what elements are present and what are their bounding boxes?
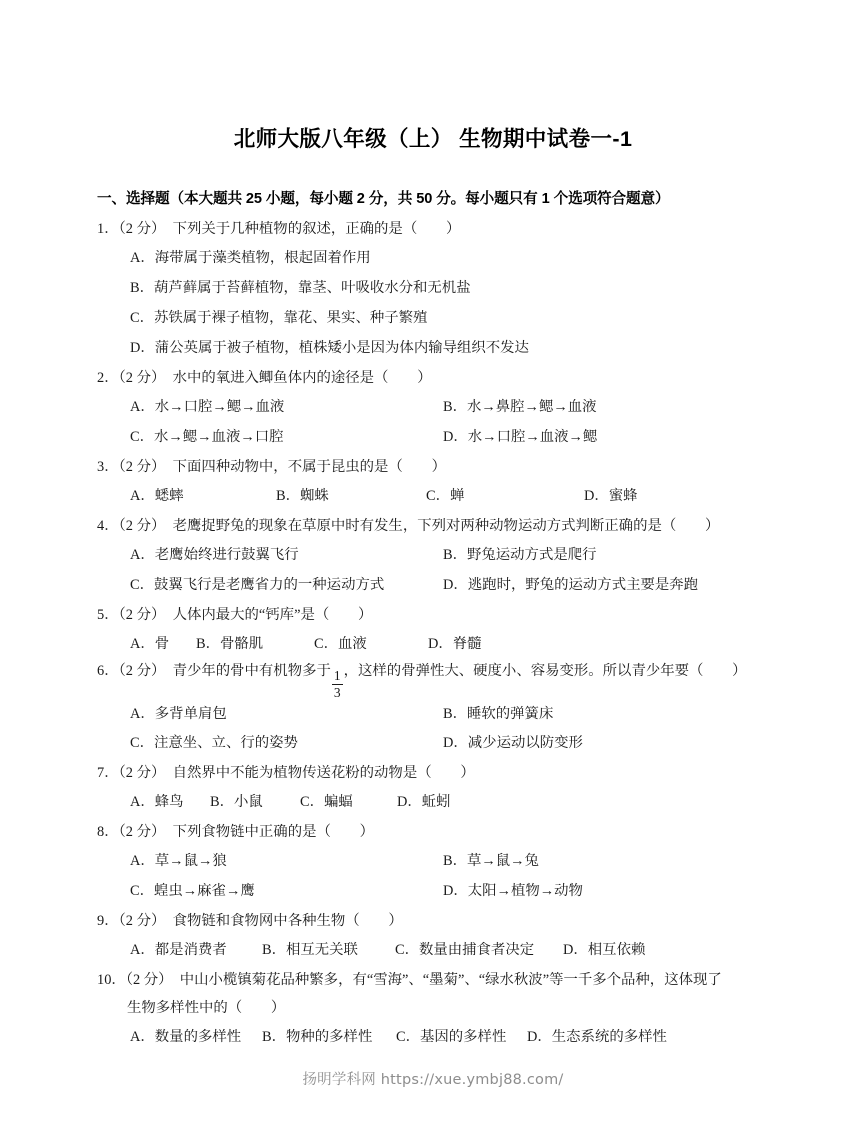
question-stem-continuation: 生物多样性中的（ ） [127,1000,286,1017]
option-a[interactable]: A．骨 [130,636,170,652]
question-stem [97,512,769,540]
option-c[interactable]: C．注意坐、立、行的姿势 [130,735,298,752]
option-list [97,846,769,906]
question-text: 下列关于几种植物的叙述，正确的是（ ） [172,221,461,237]
option-row [130,422,769,452]
option-list [97,1022,769,1052]
option-list [97,392,769,452]
fraction-denominator: 3 [333,685,341,701]
option-a[interactable]: A．海带属于藻类植物，根起固着作用 [130,250,371,266]
option-row [130,701,769,728]
option-d[interactable]: D．脊髓 [428,636,482,652]
option-c[interactable]: C．血液 [314,636,367,652]
question-marks: （2 分） [118,913,166,930]
question-marks: （2 分） [118,663,166,679]
option-d[interactable]: D．蒲公英属于被子植物，植株矮小是因为体内输导组织不发达 [130,340,529,356]
question-stem [97,907,769,935]
option-c[interactable]: C．基因的多样性 [396,1029,507,1046]
option-d[interactable]: D．相互依赖 [563,942,646,959]
exam-content [97,186,769,1053]
option-d[interactable]: D．水→口腔→血液→鳃 [443,429,598,445]
question-text: 下列食物链中正确的是（ ） [172,824,375,841]
question-1 [97,215,769,363]
question-stem [97,660,769,701]
option-a[interactable]: A．多背单肩包 [130,706,227,723]
option-list [97,540,769,600]
question-stem [97,215,769,243]
option-a[interactable]: A．蜂鸟 [130,794,184,811]
footer-watermark: 扬明学科网 https://xue.ymbj88.com/ [302,1072,564,1088]
option-b[interactable]: B．草→鼠→兔 [443,853,539,870]
question-marks: （2 分） [125,972,173,989]
question-3 [97,453,769,511]
question-10 [97,966,769,1052]
fraction-numerator: 1 [332,669,343,685]
option-list [97,701,769,758]
option-list [97,243,769,363]
question-7 [97,759,769,817]
question-number: 9． [97,913,119,930]
option-list [97,787,769,817]
question-6 [97,660,769,758]
question-number: 3． [97,459,119,475]
question-marks: （2 分） [118,607,166,623]
option-c[interactable]: C．蝗虫→麻雀→鹰 [130,883,255,900]
option-b[interactable]: B．葫芦藓属于苔藓植物，靠茎、叶吸收水分和无机盐 [130,280,471,296]
option-d[interactable]: D．蜜蜂 [584,488,638,504]
option-row [130,1022,769,1052]
question-stem [97,818,769,846]
question-number: 6． [97,663,119,679]
question-number: 1． [97,221,119,237]
question-marks: （2 分） [118,370,166,386]
question-stem [97,759,769,787]
option-row [130,629,769,659]
question-number: 7． [97,765,119,782]
option-c[interactable]: C．蝙蝠 [300,794,353,811]
question-marks: （2 分） [118,221,166,237]
option-row [130,787,769,817]
option-row [130,728,769,758]
question-2 [97,364,769,452]
option-c[interactable]: C．苏铁属于裸子植物，靠花、果实、种子繁殖 [130,310,428,326]
option-b[interactable]: B．野兔运动方式是爬行 [443,547,597,563]
question-text: 中山小榄镇菊花品种繁多，有“雪海”、“墨菊”、“绿水秋波”等一千多个品种，这体现了 [179,972,722,989]
option-a[interactable]: A．草→鼠→狼 [130,853,227,870]
option-d[interactable]: D．蚯蚓 [397,794,451,811]
question-stem [97,364,769,392]
option-d[interactable]: D．太阳→植物→动物 [443,883,583,900]
option-row [130,540,769,570]
option-b[interactable]: B．小鼠 [210,794,263,811]
question-text: 人体内最大的“钙库”是（ ） [172,607,373,623]
question-text-after-fraction: ，这样的骨弹性大、硬度小、容易变形。所以青少年要（ ） [343,663,747,679]
option-d[interactable]: D．减少运动以防变形 [443,735,583,752]
question-number: 4． [97,518,119,534]
option-a[interactable]: A．水→口腔→鳃→血液 [130,399,285,415]
option-b[interactable]: B．睡软的弹簧床 [443,706,554,723]
section-heading: 一、选择题（本大题共 25 小题，每小题 2 分，共 50 分。每小题只有 1 个选项符合题意） [97,191,670,207]
option-row [130,570,769,600]
option-row [130,935,769,965]
option-b[interactable]: B．水→鼻腔→鳃→血液 [443,399,597,415]
question-text: 自然界中不能为植物传送花粉的动物是（ ） [172,765,475,782]
option-a[interactable]: A．蟋蟀 [130,488,184,504]
question-number: 8． [97,824,119,841]
option-c[interactable]: C．水→鳃→血液→口腔 [130,429,284,445]
option-d[interactable]: D．生态系统的多样性 [527,1029,667,1046]
option-row [130,846,769,876]
question-marks: （2 分） [118,459,166,475]
option-c[interactable]: C．数量由捕食者决定 [395,942,535,959]
option-d[interactable]: D．逃跑时，野兔的运动方式主要是奔跑 [443,577,699,593]
question-9 [97,907,769,965]
option-a[interactable]: A．数量的多样性 [130,1029,242,1046]
option-c[interactable]: C．蝉 [426,488,465,504]
question-marks: （2 分） [118,765,166,782]
question-text: 老鹰捉野兔的现象在草原中时有发生，下列对两种动物运动方式判断正确的是（ ） [172,518,720,534]
option-list [97,629,769,659]
question-stem [97,453,769,481]
question-4 [97,512,769,600]
option-row [130,392,769,422]
option-a[interactable]: A．老鹰始终进行鼓翼飞行 [130,547,299,563]
option-c[interactable]: C．鼓翼飞行是老鹰省力的一种运动方式 [130,577,385,593]
question-stem [97,966,769,994]
option-row [130,876,769,906]
question-marks: （2 分） [118,518,166,534]
option-row [130,481,769,511]
option-b[interactable]: B．骨骼肌 [196,636,264,652]
option-b[interactable]: B．蜘蛛 [276,488,329,504]
question-marks: （2 分） [118,824,166,841]
question-number: 10． [97,972,126,989]
fraction-one-third [332,669,343,700]
question-text: 水中的氧进入鲫鱼体内的途径是（ ） [172,370,432,386]
page-title: 北师大版八年级（上） 生物期中试卷一-1 [233,127,633,151]
question-text-before-fraction: 青少年的骨中有机物多于 [172,663,331,679]
question-stem [97,601,769,629]
question-number: 5． [97,607,119,623]
option-list [97,481,769,511]
question-number: 2． [97,370,119,386]
option-list [97,935,769,965]
question-5 [97,601,769,659]
question-8 [97,818,769,906]
question-text: 下面四种动物中，不属于昆虫的是（ ） [172,459,446,475]
question-text: 食物链和食物网中各种生物（ ） [172,913,403,930]
option-b[interactable]: B．物种的多样性 [262,1029,373,1046]
option-b[interactable]: B．相互无关联 [262,942,358,959]
option-a[interactable]: A．都是消费者 [130,942,227,959]
